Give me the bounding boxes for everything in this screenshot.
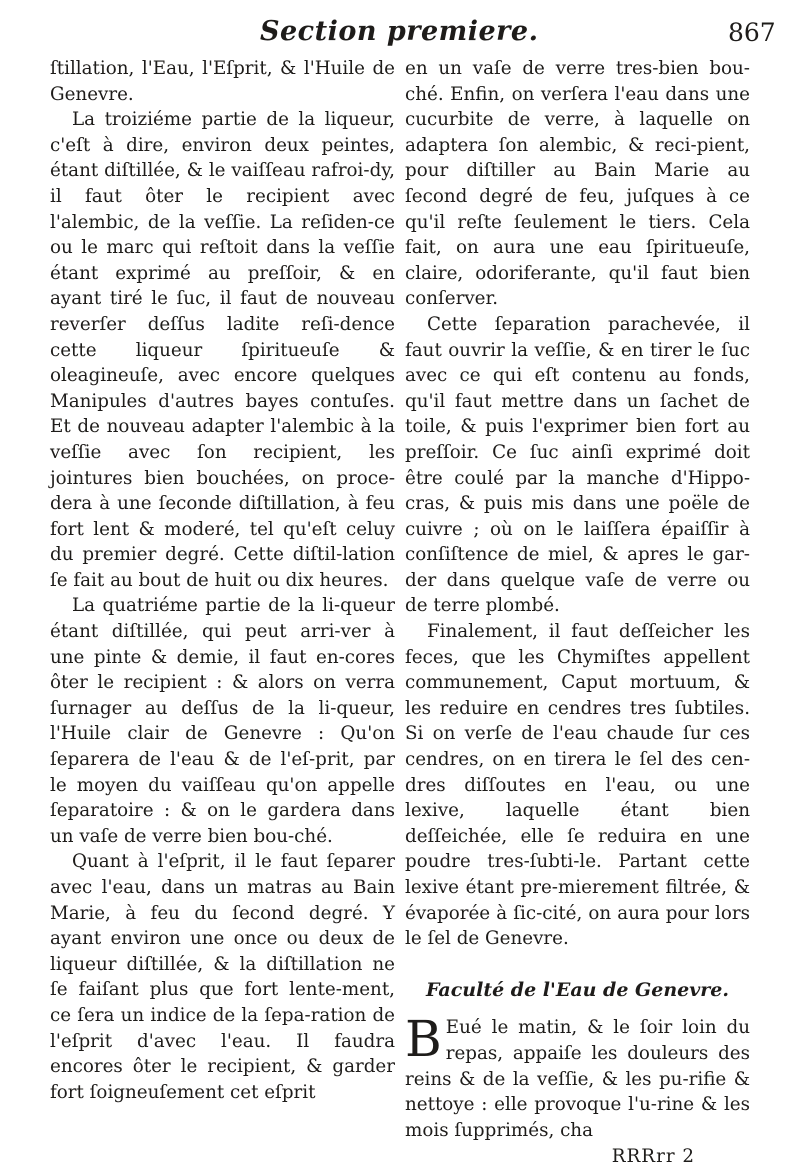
section-heading: Faculté de l'Eau de Genevre. bbox=[425, 978, 730, 1001]
paragraph: Finalement, il faut deſſeicher les feces, que les Chymiſtes appellent communement, Caput mortuum, & les reduire en cendres tres ſubtiles. Si on verſe de l'eau chaude ſur ces cendres, on en tirera le ſel des cen-dres diſſoutes en l'eau, ou une lexive, laquelle étant bien deſſeichée, elle ſe reduira en une poudre tres-ſubti-le. Partant cette lexive étant pre-mierement filtrée, & évaporée à ſic-cité, on aura pour lors le ſel de Genevre. bbox=[405, 621, 750, 950]
paragraph: Cette ſeparation parachevée, il faut ouvrir la veſſie, & en tirer le ſuc avec ce qui eſt contenu au fonds, qu'il faut mettre dans un ſachet de toile, & puis l'exprimer bien fort au preſſoir. Ce ſuc ainſi exprimé doit être coulé par la manche d'Hippo-cras, & puis mis dans une poële de cuivre ; où on le laiſſera épaiſſir à conſiſtence de miel, & apres le gar-der dans quelque vaſe de verre ou de terre plombé. bbox=[405, 313, 750, 617]
paragraph: en un vaſe de verre tres-bien bou-ché. Enfin, on verſera l'eau dans une cucurbite de verre, à laquelle on adaptera ſon alembic, & reci-pient, pour diſtiller au Bain Marie au ſecond degré de feu, juſques à ce qu'il reſte ſeulement le tiers. Cela fait, on aura une eau ſpiritueuſe, claire, odoriferante, qu'il faut bien conſerver. bbox=[405, 58, 750, 310]
dropcap-paragraph bbox=[405, 1010, 750, 1143]
paragraph: La quatriéme partie de la li-queur étant diſtillée, qui peut arri-ver à une pinte & demie, il faut en-cores ôter le recipient : & alors on verra ſurnager au deſſus de la li-queur, l'Huile clair de Genevre : Qu'on ſeparera de l'eau & de l'eſ-prit, par le moyen du vaiſſeau qu'on appelle ſeparatoire : & on le gardera dans un vaſe de verre bien bou-ché. bbox=[50, 595, 395, 847]
page-number: 867 bbox=[728, 18, 776, 47]
paragraph: Quant à l'eſprit, il le faut ſeparer avec l'eau, dans un matras au Bain Marie, à feu du ſecond degré. Y ayant environ une once ou deux de liqueur diſtillée, & la diſtillation ne ſe faiſant plus que fort lente-ment, ce ſera un indice de la ſepa-ration de l'eſprit d'avec l'eau. Il faudra encores ôter le recipient, & garder fort ſoigneuſement cet eſprit bbox=[50, 851, 395, 1103]
page-header bbox=[0, 16, 800, 56]
left-column bbox=[50, 56, 395, 1105]
paragraph: ſtillation, l'Eau, l'Eſprit, & l'Huile de Genevre. bbox=[50, 58, 395, 105]
running-title: Section premiere. bbox=[260, 16, 539, 47]
drop-cap: B bbox=[405, 1010, 442, 1069]
right-column bbox=[405, 56, 750, 1170]
catchword: RRRrr 2 bbox=[611, 1146, 695, 1168]
dropcap-paragraph-text: Eué le matin, & le ſoir loin du repas, appaiſe les douleurs des reins & de la veſſie, & les pu-rifie & nettoye : elle provoque l'u-rine & les mois ſupprimés, cha bbox=[405, 1017, 750, 1141]
paragraph: La troiziéme partie de la liqueur, c'eſt à dire, environ deux peintes, étant diſtillée, & le vaiſſeau rafroi-dy, il faut ôter le recipient avec l'alembic, de la veſſie. La reſiden-ce ou le marc qui reſtoit dans la veſſie étant exprimé au preſſoir, & en ayant tiré le ſuc, il faut de nouveau reverſer deſſus ladite reſi-dence cette liqueur ſpiritueuſe & oleagineuſe, avec encore quelques Manipules d'autres bayes contuſes. Et de nouveau adapter l'alembic à la veſſie avec ſon recipient, les jointures bien bouchées, on proce-dera à une ſeconde diſtillation, à feu fort lent & moderé, tel qu'eſt celuy du premier degré. Cette diſtil-lation ſe fait au bout de huit ou dix heures. bbox=[50, 109, 395, 591]
